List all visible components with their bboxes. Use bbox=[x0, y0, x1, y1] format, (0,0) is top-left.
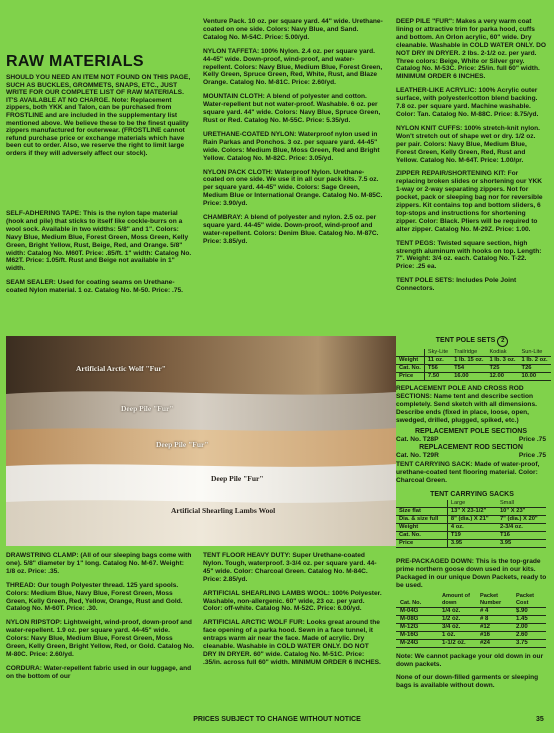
intro-paragraph: SHOULD YOU NEED AN ITEM NOT FOUND ON THIS PAGE, SUCH AS BUCKLES, GROMMETS, SNAPS, ETC., JUST WRITE FOR OUR COMPLETE LIST OF RAW MATERIALS. IT'S AVAILABLE AT NO CHARGE. Note: Replacement zippers, both YKK and Talon, can be purchased from FROSTLINE and are included in the supplementary list mentioned above. We believe these to be the finest quality zippers manufactured for outerwear. (FROSTLINE cannot refund purchase price or exchange materials which have been cut to order. Also, we reserve the right to limit large orders if they will adversely affect our stock). bbox=[6, 74, 191, 157]
leather-like-acrylic-text: LEATHER-LIKE ACRYLIC: 100% Acrylic outer surface, with polyester/cotton blend backing. 7.8 oz. per square yard. Machine washable. Color: Tan. Catalog No. M-88C. Price: 8.75/yd. bbox=[396, 87, 539, 118]
table-row: Size flat 13" X 23-1/2" 10" X 23" bbox=[396, 507, 546, 515]
replacement-rod-row: Cat. No. T29R Price .75 bbox=[396, 452, 546, 460]
nylon-knit-cuffs-text: NYLON KNIT CUFFS: 100% stretch-knit nylon. Won't stretch out of shape wet or dry. 1/2 oz. per pair. Colors: Navy Blue, Medium Blue, Forest Green, Kelly Green, Red, Rust and Yellow. Catalog No. M-64T. Price: 1.00/pr. bbox=[396, 124, 540, 164]
replacement-rod-section-heading: REPLACEMENT ROD SECTION bbox=[419, 444, 523, 452]
table-row: Cat. No. T19 T16 bbox=[396, 531, 546, 539]
bottom-middle-column bbox=[203, 552, 383, 673]
tent-pole-sets-heading: TENT POLE SETS 2 bbox=[396, 336, 548, 347]
nylon-taffeta-text: NYLON TAFFETA: 100% Nylon. 2.4 oz. per square yard. 44-45" wide. Down-proof, wind-proof, and water-repellent. Colors: Navy Blue, Medium Blue, Forest Green, Kelly Green, Spruce Green, Red, White, Rust, and Blaze Orange. Catalog No. M-81C. Price: 2.60/yd. bbox=[203, 47, 383, 87]
table-row: Weight 4 oz. 2-3/4 oz. bbox=[396, 523, 546, 531]
label-deep-pile-silver: Deep Pile "Fur" bbox=[121, 404, 174, 413]
table-row: M-12G 3/4 oz. #12 2.00 bbox=[396, 623, 546, 631]
tent-pole-sets-table: Sky-Lite Trailridge Kodiak Sun-Lite Weight 11 oz. 1 lb. 15 oz. 1 lb. 3 oz. 1 lb. 2 oz. Cat. No. T56 T54 T25 T26 Price 7.50 16.00 12.00 10.00 bbox=[396, 349, 551, 381]
left-column bbox=[6, 210, 194, 301]
tent-pole-sets-badge: 2 bbox=[497, 336, 508, 347]
footer-notice: PRICES SUBJECT TO CHANGE WITHOUT NOTICE bbox=[193, 716, 361, 723]
tent-pegs-text: TENT PEGS: Twisted square section, high strength aluminum with hooks on top. Length: 7". Weight: 3/4 oz. each. Catalog No. T-22. Price: .25 ea. bbox=[396, 239, 542, 271]
tent-carrying-sack-text: TENT CARRYING SACK: Made of water-proof, urethane-coated tent flooring material. Color: Charcoal Green. bbox=[396, 461, 540, 484]
seam-sealer-text: SEAM SEALER: Used for coating seams on Urethane-coated Nylon material. 1 oz. Catalog No. M-50. Price: .75. bbox=[6, 279, 183, 295]
tent-floor-text: TENT FLOOR HEAVY DUTY: Super Urethane-coated Nylon. Tough, waterproof. 3-3/4 oz. per square yard. 44-45" wide. Color: Charcoal Green. Catalog No. M-84C. Price: 2.85/yd. bbox=[203, 552, 377, 583]
tent-carrying-sacks-heading: TENT CARRYING SACKS bbox=[430, 490, 514, 498]
table-row: M-04G 1/4 oz. # 4 $.90 bbox=[396, 607, 546, 615]
deep-pile-fur-text: DEEP PILE "FUR": Makes a very warm coat lining or attractive trim for parka hood, cuffs and bottom. An Orlon acrylic, 60" wide. Dry cleanable. Washable in COLD WATER ONLY. DO NOT DRY IN DRYER. 2 lbs. 2-1/2 oz. per yard. Three colors: Beige, White or Silver grey. Catalog No. M-53C. Price: 25/in. full 60" width. MINIMUM ORDER 6 INCHES. bbox=[396, 18, 546, 81]
middle-column bbox=[203, 18, 383, 252]
venture-pack-text: Venture Pack. 10 oz. per square yard. 44" wide. Urethane-coated on one side. Colors: Navy Blue, and Sand. Catalog No. M-54C. Price: 5.00/yd. bbox=[203, 18, 383, 41]
tent-carrying-sacks-table: Large Small Size flat 13" X 23-1/2" 10" X 23" Dia. & size full 8" (dia.) X 21" 7" (dia.) X 20" Weight 4 oz. 2-3/4 oz. Cat. No. T19 T16 Price 3.95 3.95 bbox=[396, 500, 546, 548]
label-shearling-lambs-wool: Artificial Shearling Lambs Wool bbox=[171, 506, 276, 515]
drawstring-clamp-text: DRAWSTRING CLAMP: (All of our sleeping bags come with one). 5/8" diameter by 1" long. Catalog No. M-67. Weight: 1/8 oz. Price: .35. bbox=[6, 552, 192, 575]
cordura-text: CORDURA: Water-repellent fabric used in our luggage, and on the bottom of our bbox=[6, 664, 192, 680]
fur-samples-photo bbox=[6, 336, 396, 546]
nylon-ripstop-text: NYLON RIPSTOP: Lightweight, wind-proof, down-proof and water-repellent. 1.9 oz. per square yard. 44-45" wide. Colors: Navy Blue, Medium Blue, Forest Green, Moss Green, Kelly Green, Bright Yellow, Red, or Gold. Catalog No. M-80C. Price: 2.60/yd. bbox=[6, 619, 194, 658]
tent-pole-sets-text: TENT POLE SETS: Includes Pole Joint Connectors. bbox=[396, 277, 517, 293]
down-note-1: Note: We cannot package your old down in our down packets. bbox=[396, 652, 544, 668]
down-packets-table: Cat. No. Amount of down Packet Number Packet Cost M-04G 1/4 oz. # 4 $.90 M-08G 1/2 oz. # 8 1.45 M-12G 3/4 oz. #12 2.00 M-16G 1 oz. #16 2.60 M-24G 1-1/2 oz. #24 3.75 bbox=[396, 593, 546, 648]
label-deep-pile-beige: Deep Pile "Fur" bbox=[156, 440, 209, 449]
replacement-pole-sections-heading: REPLACEMENT POLE SECTIONS bbox=[414, 427, 527, 435]
table-row: M-24G 1-1/2 oz. #24 3.75 bbox=[396, 639, 546, 647]
prepackaged-down-text: PRE-PACKAGED DOWN: This is the top-grade prime northern goose down used in our kits. Packaged in our unique Down Packets, ready to be used. bbox=[396, 558, 547, 589]
nylon-pack-cloth-text: NYLON PACK CLOTH: Waterproof Nylon. Urethane-coated on one side. We use it in all our pack kits. 7.5 oz. per square yard. 44-45" wide. Colors: Sage Green, Medium Blue or International Orange. Catalog No. M-85C. Price: 3.90/yd. bbox=[203, 168, 383, 208]
urethane-nylon-text: URETHANE-COATED NYLON: Waterproof nylon used in Rain Parkas and Ponchos. 3 oz. per square yard. 44-45" wide. Colors: Medium Blue, Moss Green, Red and Bright Yellow. Catalog No. M-82C. Price: 3.05/yd. bbox=[203, 130, 380, 162]
table-row: Cat. No. T56 T54 T25 T26 bbox=[396, 365, 551, 373]
table-row: Price 7.50 16.00 12.00 10.00 bbox=[396, 373, 551, 381]
table-row: Dia. & size full 8" (dia.) X 21" 7" (dia.) X 20" bbox=[396, 515, 546, 523]
tent-pole-sets-section bbox=[396, 333, 548, 548]
shearling-lambs-wool-text: ARTIFICIAL SHEARLING LAMBS WOOL: 100% Polyester. Washable, non-allergenic. 60" wide, 23 oz. per yard. Color: off-white. Catalog No. M-52C. Price: 6.00/yd. bbox=[203, 589, 382, 613]
bottom-left-column bbox=[6, 552, 194, 687]
down-note-2: None of our down-filled garments or sleeping bags is available without down. bbox=[396, 674, 539, 690]
self-adhering-tape-text: SELF-ADHERING TAPE: This is the nylon tape material (hook and pile) that sticks to itself like cockle-burrs on a wool sock. Available in two widths: 5/8" and 1". Colors: Navy Blue, Medium Blue, Forest Green, Moss Green, Kelly Green, Bright Yellow, Rust, Beige, Red, and Orange. 5/8" width: Catalog No. M60T. Price: .85/ft. 1" width: Catalog No. M62T. Price: 1.05/ft. Rust and Beige not available in 1" width. bbox=[6, 210, 192, 273]
prepackaged-down-section bbox=[396, 558, 548, 696]
right-column bbox=[396, 18, 546, 294]
mountain-cloth-text: MOUNTAIN CLOTH: A blend of polyester and cotton. Water-repellent but not water-proof. Washable. 6 oz. per square yard. 44" wide. Colors: Navy Blue, Spruce Green, Rust or Red. Catalog No. M-55C. Price: 5.35/yd. bbox=[203, 93, 381, 124]
zipper-repair-kit-text: ZIPPER REPAIR/SHORTENING KIT: For replacing broken slides or shortening our YKK 1-way or 2-way separating zippers. Not for pocket, pack or sleeping bag nor for reversible zippers. Kit contains top and bottom sliders, 6 top-stops and instructions for shortening zipper. Color: Black. Pliers will be required to alter zipper. Catalog No. M-29Z. Price: 1.00. bbox=[396, 170, 543, 233]
replacement-pole-rod-text: REPLACEMENT POLE AND CROSS ROD SECTIONS: Name tent and describe section completely. Send sketch with all dimensions. Describe ends (fixed in place, loose, open, swedged, drilled, plugged, spiked, etc.) bbox=[396, 385, 537, 424]
arctic-wolf-fur-text: ARTIFICIAL ARCTIC WOLF FUR: Looks great around the face opening of a parka hood. Sewn in a face tunnel, it entraps warm air near the face. Made of acrylic. Dry cleanable. Washable in COLD WATER ONLY. DO NOT DRY IN DRYER. 60" wide. Catalog No. M-51C. Price: .35/in. across full 60" width. MINIMUM ORDER 6 INCHES. bbox=[203, 619, 381, 666]
page-title: RAW MATERIALS bbox=[6, 53, 144, 70]
label-deep-pile-white: Deep Pile "Fur" bbox=[211, 474, 264, 483]
page-number: 35 bbox=[536, 716, 544, 723]
table-row: Weight 11 oz. 1 lb. 15 oz. 1 lb. 3 oz. 1 lb. 2 oz. bbox=[396, 357, 551, 365]
thread-text: THREAD: Our tough Polyester thread. 125 yard spools. Colors: Medium Blue, Navy Blue, Forest Green, Moss Green, Kelly Green, Red, Yellow, Orange, Rust and Gold. Catalog No. M-60T. Price: .30. bbox=[6, 581, 183, 613]
replacement-pole-row: Cat. No. T28P Price .75 bbox=[396, 436, 546, 444]
table-row: M-08G 1/2 oz. # 8 1.45 bbox=[396, 615, 546, 623]
table-row: M-16G 1 oz. #16 2.60 bbox=[396, 631, 546, 639]
table-row: Price 3.95 3.95 bbox=[396, 539, 546, 547]
replacement-sections bbox=[396, 385, 546, 485]
chambray-text: CHAMBRAY: A blend of polyester and nylon. 2.5 oz. per square yard. 44-45" wide. Down-proof, wind-proof and water-repellent. Colors: Denim Blue. Catalog No. M-87C. Price: 3.85/yd. bbox=[203, 214, 379, 245]
label-arctic-wolf-fur: Artificial Arctic Wolf "Fur" bbox=[76, 364, 166, 373]
